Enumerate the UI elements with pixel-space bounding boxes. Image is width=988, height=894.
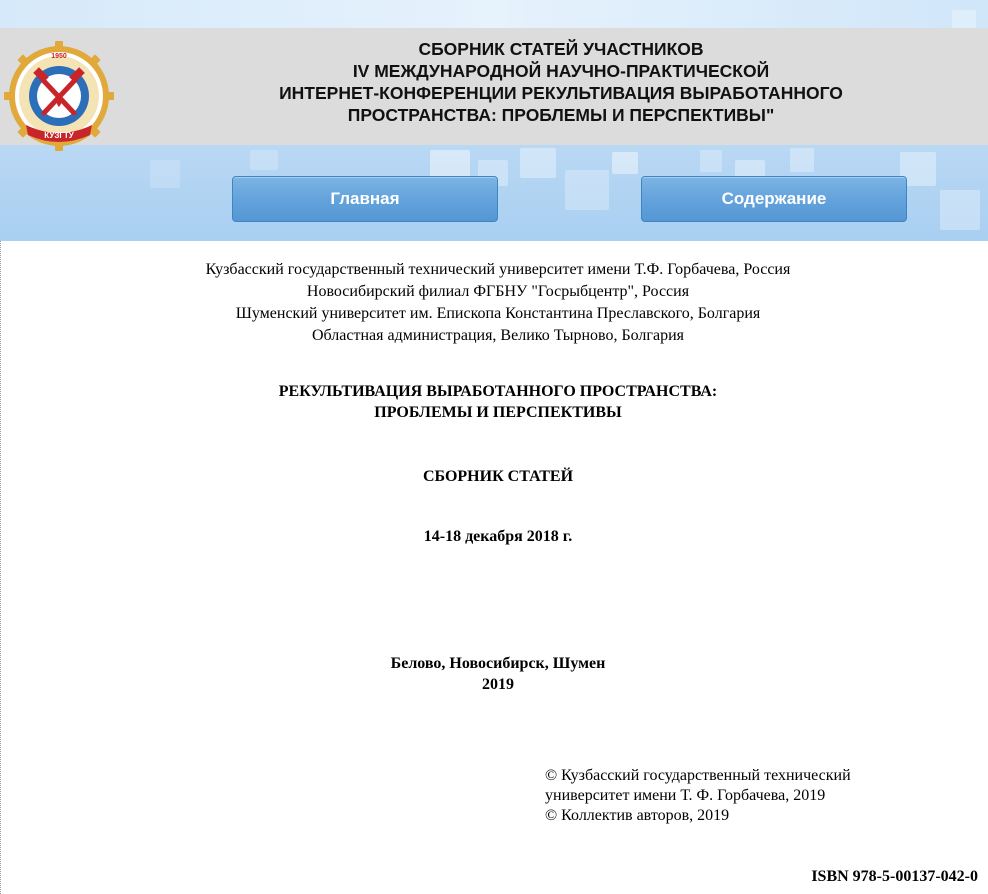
decor-tile xyxy=(150,160,180,188)
organization: Новосибирский филиал ФГБНУ "Госрыбцентр", Россия xyxy=(306,283,690,300)
collection-title-line: РЕКУЛЬТИВАЦИЯ ВЫРАБОТАННОГО ПРОСТРАНСТВА: xyxy=(278,383,718,400)
copyright-line: © Кузбасский государственный технический xyxy=(545,767,851,784)
decor-tile xyxy=(700,150,722,172)
copyright-line: © Коллектив авторов, 2019 xyxy=(545,807,730,824)
title-line: СБОРНИК СТАТЕЙ УЧАСТНИКОВ xyxy=(418,39,704,59)
isbn: ISBN 978-5-00137-042-0 xyxy=(811,868,978,885)
site-header xyxy=(0,0,988,241)
decor-tile xyxy=(790,148,814,172)
logo-year: 1950 xyxy=(51,53,67,60)
contents-button[interactable]: Содержание xyxy=(641,176,907,222)
publication-year: 2019 xyxy=(482,676,514,693)
title-line: IV МЕЖДУНАРОДНОЙ НАУЧНО-ПРАКТИЧЕСКОЙ xyxy=(352,61,770,81)
sky-strip xyxy=(0,0,988,28)
collection-title xyxy=(0,381,988,423)
publication-place xyxy=(0,653,988,695)
decor-tile xyxy=(565,170,609,210)
collection-label: СБОРНИК СТАТЕЙ xyxy=(422,468,574,485)
home-button[interactable]: Главная xyxy=(232,176,498,222)
title-line: ИНТЕРНЕТ-КОНФЕРЕНЦИИ РЕКУЛЬТИВАЦИЯ ВЫРАБОТАННОГО xyxy=(279,83,843,103)
publication-cities: Белово, Новосибирск, Шумен xyxy=(390,655,606,672)
organization: Областная администрация, Велико Тырново, Болгария xyxy=(312,327,684,344)
title-line: ПРОСТРАНСТВА: ПРОБЛЕМЫ И ПЕРСПЕКТИВЫ" xyxy=(347,105,775,125)
collection-title-line: ПРОБЛЕМЫ И ПЕРСПЕКТИВЫ xyxy=(374,404,622,421)
conference-dates: 14-18 декабря 2018 г. xyxy=(423,528,573,545)
decor-tile xyxy=(940,190,980,230)
organizations-list xyxy=(0,259,988,347)
copyright-line: университет имени Т. Ф. Горбачева, 2019 xyxy=(545,787,826,804)
organization: Шуменский университет им. Епископа Константина Преславского, Болгария xyxy=(235,305,761,322)
decor-tile xyxy=(250,150,278,170)
university-emblem-icon xyxy=(4,41,114,151)
organization: Кузбасский государственный технический университет имени Т.Ф. Горбачева, Россия xyxy=(205,261,791,278)
logo-name: КУЗГТУ xyxy=(44,131,74,140)
conference-title xyxy=(236,38,886,126)
decor-tile xyxy=(612,152,638,174)
decor-tile xyxy=(520,148,556,178)
copyright-block xyxy=(545,766,851,826)
